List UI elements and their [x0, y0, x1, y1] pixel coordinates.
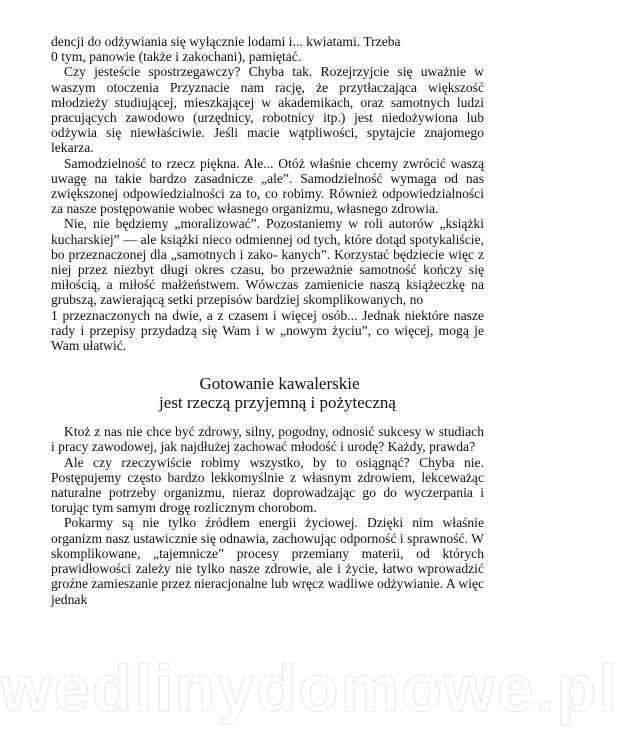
- section-heading: [51, 374, 484, 412]
- document-page: [51, 34, 484, 607]
- paragraph-observation: Czy jesteście spostrzegawczy? Chyba tak. Rozejrzyjcie się uważnie w waszym otoczenia Przyznacie nam rację, że przytłaczająca większość młodzieży studiującej, mieszkającej w akademikach, oraz samotnych ludzi pracujących zawodowo (urzędnicy, robotnicy itp.) jest niedożywiona lub odżywia się niewłaściwie. Jeśli macie wątpliwości, spytajcie znajomego lekarza.: [51, 64, 484, 156]
- section-heading-line2: jest rzeczą przyjemną i pożyteczną: [159, 393, 396, 413]
- watermark: wedlinydomowe.pl: [0, 651, 619, 725]
- paragraph-continuation: dencji do odżywiania się wyłącznie lodami i... kwiatami. Trzeba: [51, 34, 401, 49]
- paragraph-future: 1 przeznaczonych na dwie, a z czasem i więcej osób... Jednak niektóre nasze rady i przepisy przydadzą się Wam i w „nowym życiu”, co więcej, mogą je Wam ułatwić.: [51, 307, 484, 354]
- paragraph-health: Ktoż z nas nie chce być zdrowy, silny, pogodny, odnosić sukcesy w studiach i pracy zawodowej, jak najdłużej zachować młodość i urodę? Każdy, prawda?: [51, 424, 484, 455]
- paragraph-nutrition: Pokarmy są nie tylko źródłem energii życiowej. Dzięki nim właśnie organizm nasz ustawicznie się odnawia, zachowując odporność i sprawność. W skomplikowane, „tajemnicze” procesy przemiany materii, od których prawidłowości zależy nie tylko nasze zdrowie, ale i życie, łatwo wprowadzić groźne zamieszanie przez nieracjonalne lub wręcz wadliwe odżywianie. A więc jednak: [51, 515, 484, 607]
- paragraph-cookbook: Nie, nie będziemy „moralizować”. Pozostaniemy w roli autorów „książki kucharskiej” — ale książki nieco odmiennej od tych, które dotąd spotykaliście, bo przeznaczonej dla „samotnych i zako- kanych”. Korzystać będziecie więc z niej przez niezbyt długi okres czasu, bo przeważnie samotność kończy się miłością, a miłość małżeństwem. Wówczas zamienicie naszą książeczkę na grubszą, zawierającą setki przepisów bardziej skomplikowanych, no: [51, 216, 484, 308]
- section-heading-line1: Gotowanie kawalerskie: [199, 374, 360, 394]
- paragraph-neglect: Ale czy rzeczywiście robimy wszystko, by to osiągnąć? Chyba nie. Postępujemy często bardzo lekkomyślnie z własnym zdrowiem, lekceważąc naturalne potrzeby organizmu, nieraz doprowadzając go do wyczerpania i torując tym samym drogę rozlicznym chorobom.: [51, 454, 484, 516]
- paragraph-fragment: 0 tym, panowie (także i zakochani), pamiętać.: [51, 49, 302, 65]
- paragraph-independence: Samodzielność to rzecz piękna. Ale... Otóż właśnie chcemy zwrócić waszą uwagę na takie bardzo zasadnicze „ale”. Samodzielność wymaga od nas zwiększonej odpowiedzialności za to, co robimy. Również odpowiedzialności za nasze postępowanie wobec własnego organizmu, własnego zdrowia.: [51, 155, 484, 217]
